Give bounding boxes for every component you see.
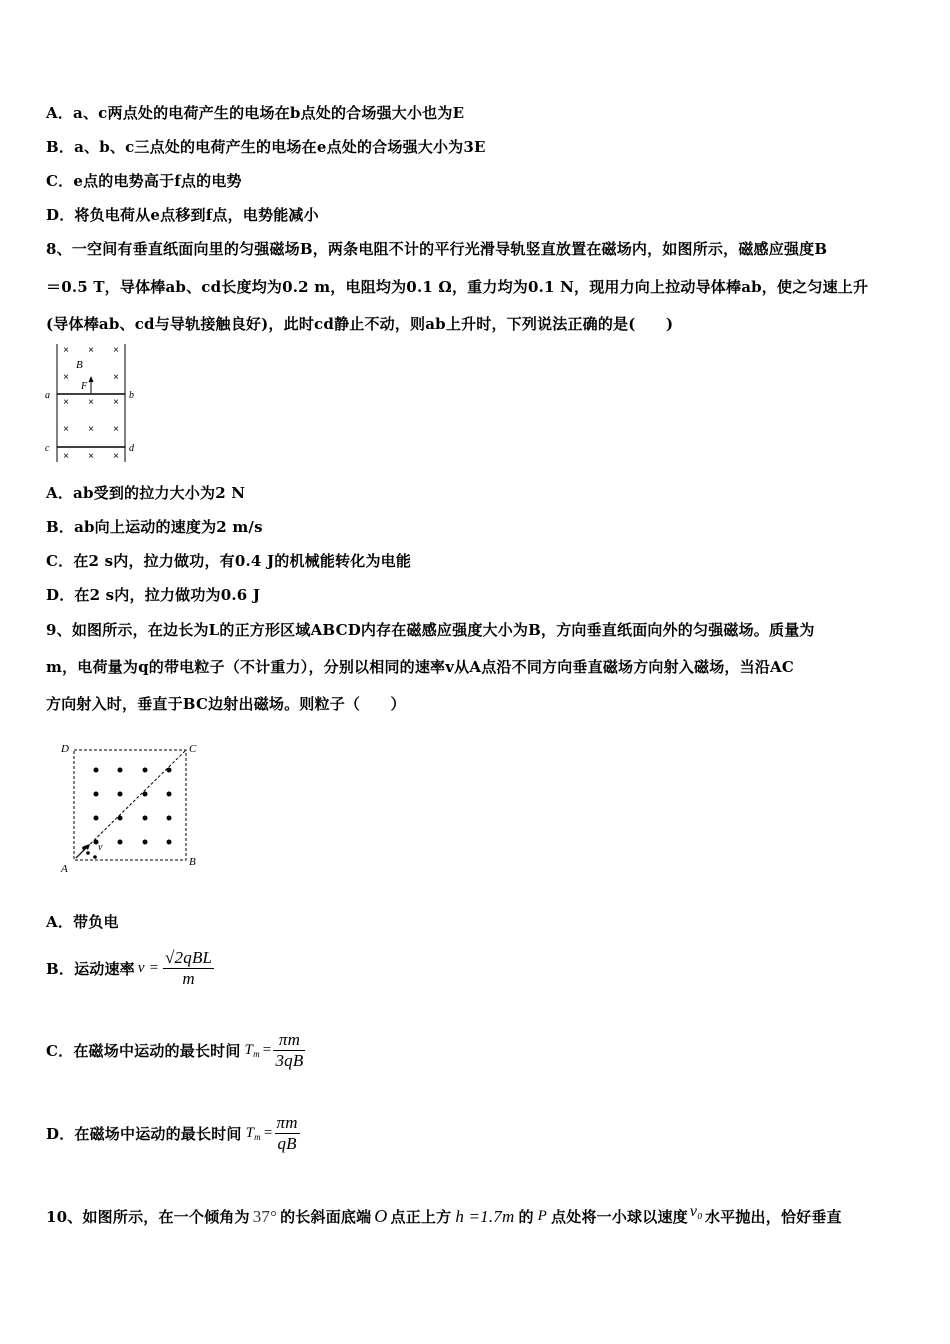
q8-fig-label-c: c xyxy=(45,443,50,454)
q9-option-d-denominator: qB xyxy=(277,1134,297,1153)
q7-option-b: B．a、b、c三点处的电荷产生的电场在e点处的合场强大小为3E xyxy=(46,138,486,156)
q10-stem-line1 xyxy=(46,1202,842,1227)
q9-option-d-fraction xyxy=(275,1113,300,1154)
q10-text-5: 点处将一小球以速度 xyxy=(551,1208,688,1226)
q8-rail-figure xyxy=(40,342,150,468)
q9-fig-label-a: A xyxy=(61,863,68,875)
q9-option-c-denominator: 3qB xyxy=(275,1051,304,1070)
q8-stem-line3: (导体棒ab、cd与导轨接触良好)，此时cd静止不动，则ab上升时，下列说法正确的是( ) xyxy=(46,315,674,333)
q10-text-3: 点正上方 xyxy=(390,1208,452,1226)
q9-stem-line2: m，电荷量为q的带电粒子（不计重力），分别以相同的速率v从A点沿不同方向垂直磁场方向射入磁场，当沿AC xyxy=(46,658,794,676)
q10-text-1: 10、如图所示，在一个倾角为 xyxy=(46,1208,250,1226)
q9-option-b-fraction xyxy=(163,948,214,989)
q8-option-c: C．在2 s内，拉力做功，有0.4 J的机械能转化为电能 xyxy=(46,552,412,570)
q8-fig-label-d: d xyxy=(129,443,134,454)
q9-option-c xyxy=(46,1030,305,1071)
svg-text:×: × xyxy=(113,345,119,356)
q9-option-c-equals: = xyxy=(262,1042,272,1058)
svg-text:×: × xyxy=(113,372,119,383)
q9-stem-line1: 9、如图所示，在边长为L的正方形区域ABCD内存在磁感应强度大小为B，方向垂直纸面向外的匀强磁场。质量为 xyxy=(46,621,815,639)
q9-option-a: A．带负电 xyxy=(46,913,119,931)
q8-option-a: A．ab受到的拉力大小为2 N xyxy=(46,484,246,502)
svg-text:×: × xyxy=(63,372,69,383)
svg-text:×: × xyxy=(88,397,94,408)
svg-text:×: × xyxy=(113,424,119,435)
q8-stem-line2: ＝0.5 T，导体棒ab、cd长度均为0.2 m，电阻均为0.1 Ω，重力均为0.1 N，现用力向上拉动导体棒ab，使之匀速上升 xyxy=(46,278,869,296)
q8-fig-label-b: b xyxy=(129,390,134,401)
q9-option-c-fraction xyxy=(273,1030,305,1071)
svg-text:×: × xyxy=(113,451,119,462)
q10-point-p: P xyxy=(537,1208,548,1224)
q9-fig-label-c: C xyxy=(189,743,197,755)
svg-text:×: × xyxy=(88,424,94,435)
q9-stem-line3: 方向射入时，垂直于BC边射出磁场。则粒子（ ） xyxy=(46,695,406,713)
q7-option-a: A．a、c两点处的电荷产生的电场在b点处的合场强大小也为E xyxy=(46,104,465,122)
q7-option-d: D．将负电荷从e点移到f点，电势能减小 xyxy=(46,206,319,224)
svg-text:×: × xyxy=(63,424,69,435)
q9-option-b-numerator: √2qBL xyxy=(165,948,213,967)
q8-option-b: B．ab向上运动的速度为2 m/s xyxy=(46,518,263,536)
q8-stem-line1: 8、一空间有垂直纸面向里的匀强磁场B，两条电阻不计的平行光滑导轨竖直放置在磁场内，如图所示，磁感应强度B xyxy=(46,240,828,258)
q8-fig-label-b-field: B xyxy=(76,359,83,371)
q9-fig-label-d: D xyxy=(61,743,69,755)
svg-text:×: × xyxy=(88,345,94,356)
q9-option-c-text: C．在磁场中运动的最长时间 xyxy=(46,1042,241,1060)
q10-angle: 37° xyxy=(252,1206,278,1226)
q8-option-d: D．在2 s内，拉力做功为0.6 J xyxy=(46,586,261,604)
q9-option-d-lhs: $T_m$ xyxy=(245,1125,261,1142)
q9-square-figure xyxy=(58,740,208,876)
q9-option-d-text: D．在磁场中运动的最长时间 xyxy=(46,1125,242,1143)
q9-fig-label-b: B xyxy=(189,856,196,868)
svg-text:×: × xyxy=(113,397,119,408)
q9-option-b-lhs: v = xyxy=(137,960,160,976)
q8-fig-label-force: F xyxy=(81,381,88,392)
q9-option-d-equals: = xyxy=(263,1125,273,1141)
q9-option-b xyxy=(46,948,214,989)
svg-text:×: × xyxy=(88,451,94,462)
q9-option-c-numerator: πm xyxy=(273,1030,305,1051)
q9-fig-label-v: v xyxy=(98,842,103,853)
q10-text-2: 的长斜面底端 xyxy=(280,1208,372,1226)
svg-text:×: × xyxy=(63,397,69,408)
q10-text-4: 的 xyxy=(518,1208,534,1226)
q9-option-c-lhs: $T_m$ xyxy=(244,1042,260,1059)
q9-option-d xyxy=(46,1113,300,1154)
svg-text:×: × xyxy=(63,345,69,356)
q8-fig-label-a: a xyxy=(45,390,50,401)
q10-text-6: 水平抛出，恰好垂直 xyxy=(704,1208,842,1226)
q9-option-d-numerator: πm xyxy=(276,1113,298,1132)
q7-option-c: C．e点的电势高于f点的电势 xyxy=(46,172,242,190)
q10-height: h =1.7m xyxy=(455,1206,515,1226)
q9-option-b-text: B．运动速率 xyxy=(46,960,135,978)
svg-text:×: × xyxy=(63,451,69,462)
q10-point-o: O xyxy=(374,1206,388,1226)
q9-option-b-denominator: m xyxy=(182,969,195,988)
q10-v0: v₀ xyxy=(689,1202,703,1220)
